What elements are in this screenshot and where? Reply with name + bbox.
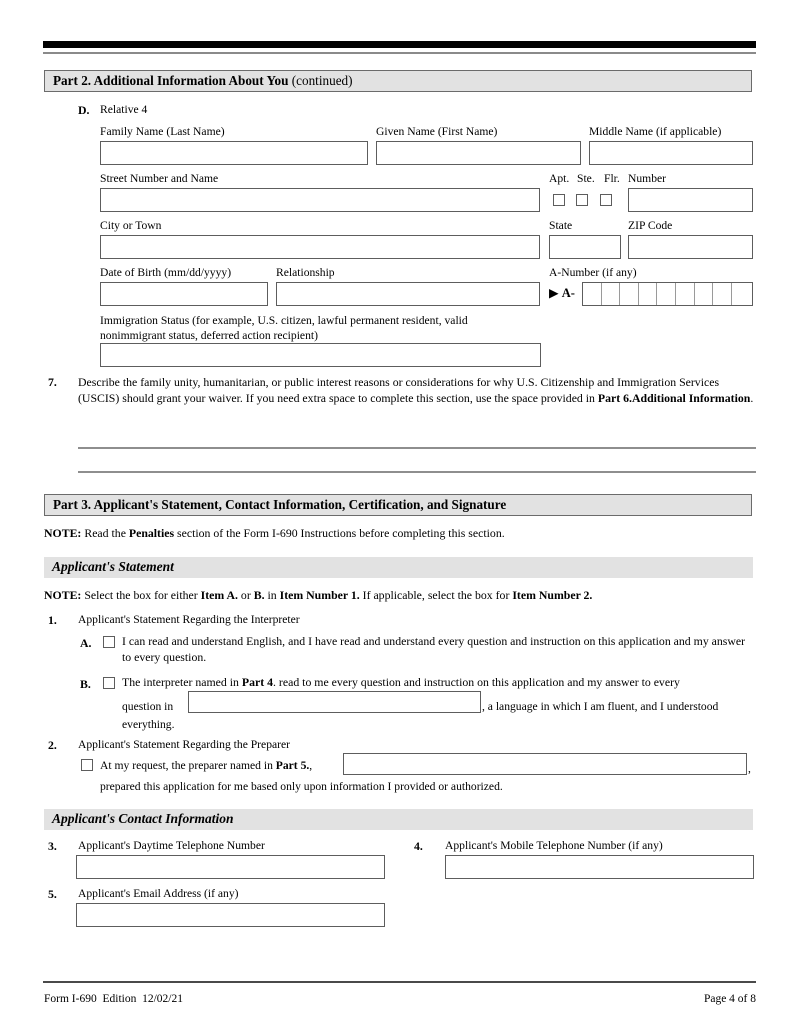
anumber-cell[interactable] — [676, 283, 695, 305]
part2-header-band — [44, 70, 752, 92]
applicants-statement-band — [44, 557, 753, 578]
part3-header-band — [44, 494, 752, 516]
city-input[interactable] — [100, 235, 540, 259]
item2-line1-pre-text: At my request, the preparer named in — [100, 759, 276, 772]
item1a-letter: A. — [80, 636, 92, 650]
item5-number: 5. — [48, 887, 57, 901]
part3-note-select-box — [44, 588, 756, 604]
note2-text-b: or — [237, 588, 254, 602]
flr-checkbox[interactable] — [600, 194, 612, 206]
anumber-cell[interactable] — [695, 283, 714, 305]
note-prefix: NOTE: — [44, 526, 82, 540]
relative4-title: Relative 4 — [100, 103, 148, 116]
item1b-line1 — [122, 675, 756, 691]
item4-number: 4. — [414, 839, 423, 853]
street-label: Street Number and Name — [100, 172, 219, 185]
item2-line1-pre — [100, 759, 312, 773]
zip-label: ZIP Code — [628, 219, 673, 232]
item7-text-period: . — [750, 390, 754, 405]
note-penalties-bold: Penalties — [128, 526, 175, 540]
part2-header-bold: Part 2. Additional Information About You — [53, 73, 289, 88]
applicants-statement-band-label: Applicant's Statement — [52, 559, 174, 574]
item1a-line1: I can read and understand English, and I have read and understand every question and instruction on this application — [122, 634, 671, 648]
part3-header-bold: Part 3. Applicant's Statement, Contact Information, Certification, and Signature — [53, 497, 507, 512]
item2-number: 2. — [48, 738, 57, 752]
item3-number: 3. — [48, 839, 57, 853]
item3-label: Applicant's Daytime Telephone Number — [78, 839, 265, 852]
item2-preparer-input[interactable] — [343, 753, 747, 775]
applicants-contact-information-band — [44, 809, 753, 830]
part2-header-continued: (continued) — [291, 73, 353, 88]
apt-label: Apt. — [549, 172, 570, 185]
flr-label: Flr. — [604, 172, 620, 185]
item5-label: Applicant's Email Address (if any) — [78, 887, 239, 900]
mobile-phone-input[interactable] — [445, 855, 754, 879]
item1-title: Applicant's Statement Regarding the Interpreter — [78, 613, 300, 626]
given-name-input[interactable] — [376, 141, 581, 165]
family-name-input[interactable] — [100, 141, 368, 165]
footer-form-id: Form I-690 — [44, 993, 97, 1005]
immigration-status-input[interactable] — [100, 343, 541, 367]
item2-checkbox[interactable] — [81, 759, 93, 771]
footer-rule — [43, 981, 756, 983]
item7-text-line2a: Services (USCIS) should grant your waiver. If you need extra space to complete this section, use the space provided in — [78, 375, 720, 405]
anumber-label: A-Number (if any) — [549, 266, 637, 279]
zip-input[interactable] — [628, 235, 753, 259]
item7-number: 7. — [48, 375, 57, 389]
anumber-prefix — [549, 286, 575, 300]
item7-text-line1: Describe the family unity, humanitarian, or public interest reasons or considerations for why U.S. Citizenship and Immigration — [78, 375, 677, 389]
item1b-checkbox[interactable] — [103, 677, 115, 689]
note2-item-number-1: Item Number 1. — [279, 588, 360, 602]
footer-page-number: Page 4 of 8 — [703, 993, 756, 1005]
note-text-b: section of the Form I-690 Instructions before completing this section. — [174, 526, 505, 540]
item4-label: Applicant's Mobile Telephone Number (if any) — [445, 839, 663, 852]
header-rule-thick — [43, 41, 756, 48]
immigration-status-label-line1: Immigration Status (for example, U.S. citizen, lawful permanent resident, valid — [100, 314, 468, 327]
note-text-a: Read the — [81, 526, 129, 540]
footer-edition-date: 12/02/21 — [142, 993, 183, 1005]
apt-number-input[interactable] — [628, 188, 753, 212]
item7-text-additional-info: Additional Information — [632, 390, 751, 405]
state-label: State — [549, 219, 573, 232]
item2-line2: prepared this application for me based only upon information I provided or authorized. — [100, 780, 503, 793]
item7-text — [78, 375, 756, 406]
relationship-label: Relationship — [276, 266, 335, 279]
street-input[interactable] — [100, 188, 540, 212]
email-address-input[interactable] — [76, 903, 385, 927]
item2-line1-post: , — [748, 762, 751, 775]
note2-text-c: in — [264, 588, 280, 602]
ste-checkbox[interactable] — [576, 194, 588, 206]
immigration-status-label-line2: nonimmigrant status, deferred action recipient) — [100, 329, 318, 342]
note2-text-a: Select the box for either — [81, 588, 201, 602]
anumber-cell[interactable] — [657, 283, 676, 305]
note2-item-a: Item A. — [200, 588, 238, 602]
note2-text-d: If applicable, select the box for — [359, 588, 513, 602]
part3-note-penalties — [44, 526, 754, 542]
header-rule-thin — [43, 52, 756, 54]
item1b-line3: everything. — [122, 718, 175, 731]
applicants-contact-information-band-label: Applicant's Contact Information — [52, 811, 234, 826]
item1a-checkbox[interactable] — [103, 636, 115, 648]
item1b-line1-b: . read to me every question and instruction on this application and my answer to every — [273, 675, 680, 689]
note2-prefix: NOTE: — [44, 588, 82, 602]
anumber-cell[interactable] — [620, 283, 639, 305]
ste-label: Ste. — [577, 172, 595, 185]
item1a-line2: and my answer to every question. — [122, 634, 746, 664]
footer-edition-label: Edition — [102, 993, 137, 1005]
given-name-label: Given Name (First Name) — [376, 125, 498, 138]
item2-line1-comma: , — [309, 759, 313, 772]
middle-name-input[interactable] — [589, 141, 753, 165]
note2-item-b: B. — [253, 588, 265, 602]
city-label: City or Town — [100, 219, 162, 232]
state-input[interactable] — [549, 235, 621, 259]
item1b-line2-post: , a language in which I am fluent, and I understood — [482, 700, 719, 713]
middle-name-label: Middle Name (if applicable) — [589, 125, 722, 138]
item1b-language-input[interactable] — [188, 691, 481, 713]
item2-title: Applicant's Statement Regarding the Preparer — [78, 738, 290, 751]
item7-answer-line-1[interactable] — [78, 447, 756, 449]
item1b-question-in-label: question in — [122, 700, 174, 713]
anumber-cell[interactable] — [602, 283, 621, 305]
anumber-cell[interactable] — [639, 283, 658, 305]
daytime-phone-input[interactable] — [76, 855, 385, 879]
item1b-letter: B. — [80, 677, 91, 691]
dob-label: Date of Birth (mm/dd/yyyy) — [100, 266, 232, 279]
item1a-text — [122, 634, 756, 665]
item1b-part4-bold: Part 4 — [241, 675, 274, 689]
item7-text-part6: Part 6. — [597, 390, 632, 405]
item2-part5-bold: Part 5. — [275, 759, 310, 772]
apt-checkbox[interactable] — [553, 194, 565, 206]
number-label: Number — [628, 172, 666, 185]
item7-answer-line-2[interactable] — [78, 471, 756, 473]
anumber-cell[interactable] — [583, 283, 602, 305]
footer-form-info — [44, 993, 183, 1005]
note2-item-number-2: Item Number 2. — [512, 588, 593, 602]
anumber-input[interactable] — [582, 282, 753, 306]
relative4-letter: D. — [78, 103, 90, 117]
anumber-prefix-text: A- — [561, 286, 575, 300]
relationship-input[interactable] — [276, 282, 540, 306]
item1-number: 1. — [48, 613, 57, 627]
anumber-cell[interactable] — [713, 283, 732, 305]
anumber-arrow-icon: ▶ — [549, 286, 559, 300]
family-name-label: Family Name (Last Name) — [100, 125, 225, 138]
item1b-line1-a: The interpreter named in — [122, 675, 242, 689]
anumber-cell[interactable] — [732, 283, 751, 305]
dob-input[interactable] — [100, 282, 268, 306]
